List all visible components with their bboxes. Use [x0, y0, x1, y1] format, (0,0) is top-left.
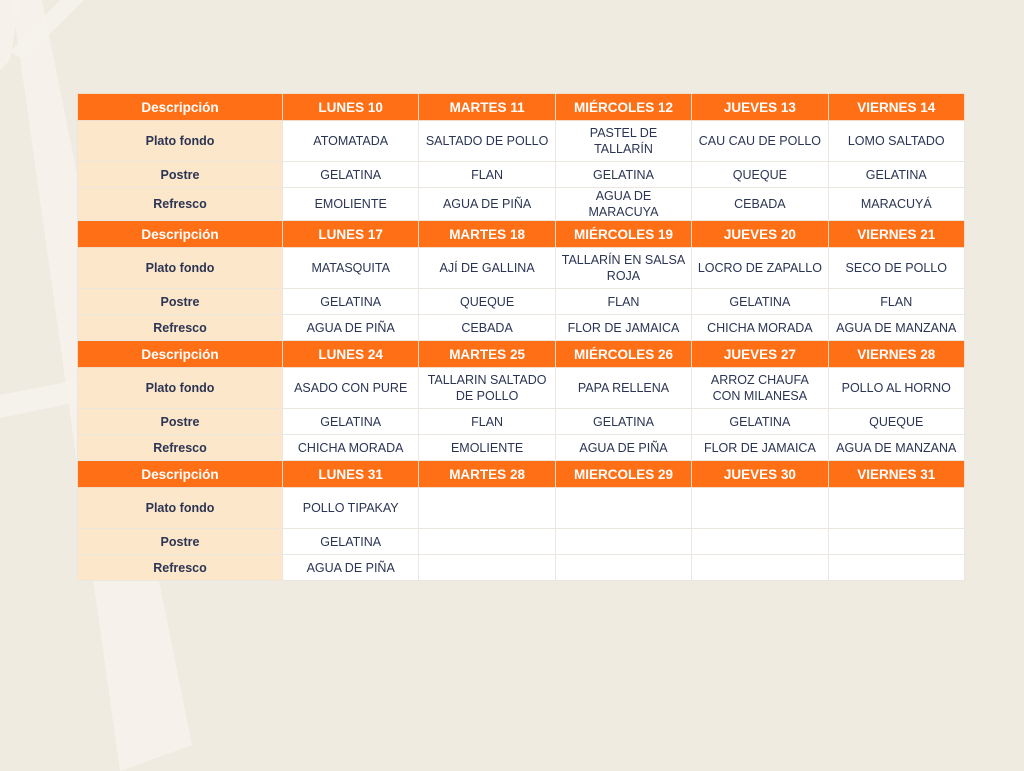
- refresco-row: [78, 188, 965, 221]
- postre-cell: QUEQUE: [692, 162, 828, 188]
- week-header-row: [78, 221, 965, 248]
- plato-cell: LOMO SALTADO: [828, 121, 964, 162]
- postre-cell: QUEQUE: [828, 409, 964, 435]
- postre-cell: GELATINA: [828, 162, 964, 188]
- refresco-cell: EMOLIENTE: [283, 188, 419, 221]
- refresco-cell: AGUA DE MARACUYA: [555, 188, 691, 221]
- refresco-cell: AGUA DE PIÑA: [555, 435, 691, 461]
- refresco-cell: CHICHA MORADA: [692, 315, 828, 341]
- postre-cell: GELATINA: [555, 162, 691, 188]
- plato-cell: [419, 488, 555, 529]
- refresco-cell: FLOR DE JAMAICA: [555, 315, 691, 341]
- postre-row: [78, 409, 965, 435]
- day-header: MIÉRCOLES 26: [555, 341, 691, 368]
- refresco-row: [78, 555, 965, 581]
- postre-cell: QUEQUE: [419, 289, 555, 315]
- plato-cell: MATASQUITA: [283, 248, 419, 289]
- postre-cell: [419, 529, 555, 555]
- day-header: MIÉRCOLES 12: [555, 94, 691, 121]
- postre-cell: GELATINA: [555, 409, 691, 435]
- plato-cell: POLLO AL HORNO: [828, 368, 964, 409]
- postre-cell: GELATINA: [283, 162, 419, 188]
- refresco-label: Refresco: [78, 435, 283, 461]
- week-header-row: [78, 461, 965, 488]
- postre-label: Postre: [78, 162, 283, 188]
- plato-cell: TALLARÍN EN SALSA ROJA: [555, 248, 691, 289]
- plato-cell: [555, 488, 691, 529]
- plato-cell: AJÍ DE GALLINA: [419, 248, 555, 289]
- plato-cell: [828, 488, 964, 529]
- refresco-cell: [555, 555, 691, 581]
- refresco-cell: AGUA DE PIÑA: [283, 315, 419, 341]
- day-header: MARTES 11: [419, 94, 555, 121]
- refresco-cell: AGUA DE MANZANA: [828, 435, 964, 461]
- day-header: JUEVES 20: [692, 221, 828, 248]
- refresco-cell: [828, 555, 964, 581]
- menu-container: [77, 93, 964, 581]
- postre-label: Postre: [78, 409, 283, 435]
- postre-label: Postre: [78, 289, 283, 315]
- week-header-row: [78, 94, 965, 121]
- postre-cell: GELATINA: [283, 289, 419, 315]
- refresco-cell: MARACUYÁ: [828, 188, 964, 221]
- plato-cell: SECO DE POLLO: [828, 248, 964, 289]
- refresco-cell: [692, 555, 828, 581]
- refresco-cell: FLOR DE JAMAICA: [692, 435, 828, 461]
- postre-row: [78, 162, 965, 188]
- plato-fondo-row: [78, 488, 965, 529]
- plato-cell: CAU CAU DE POLLO: [692, 121, 828, 162]
- postre-row: [78, 529, 965, 555]
- plato-fondo-label: Plato fondo: [78, 121, 283, 162]
- plato-cell: LOCRO DE ZAPALLO: [692, 248, 828, 289]
- plato-cell: ATOMATADA: [283, 121, 419, 162]
- day-header: MIERCOLES 29: [555, 461, 691, 488]
- day-header: LUNES 17: [283, 221, 419, 248]
- postre-cell: GELATINA: [692, 289, 828, 315]
- refresco-cell: CEBADA: [692, 188, 828, 221]
- day-header: MIÉRCOLES 19: [555, 221, 691, 248]
- day-header: MARTES 28: [419, 461, 555, 488]
- descripcion-header: Descripción: [78, 94, 283, 121]
- plato-cell: ARROZ CHAUFA CON MILANESA: [692, 368, 828, 409]
- postre-cell: [555, 529, 691, 555]
- descripcion-header: Descripción: [78, 461, 283, 488]
- refresco-cell: AGUA DE MANZANA: [828, 315, 964, 341]
- postre-cell: GELATINA: [692, 409, 828, 435]
- refresco-row: [78, 435, 965, 461]
- plato-fondo-label: Plato fondo: [78, 488, 283, 529]
- postre-cell: FLAN: [419, 409, 555, 435]
- postre-label: Postre: [78, 529, 283, 555]
- postre-row: [78, 289, 965, 315]
- plato-fondo-row: [78, 368, 965, 409]
- day-header: LUNES 24: [283, 341, 419, 368]
- postre-cell: FLAN: [555, 289, 691, 315]
- refresco-row: [78, 315, 965, 341]
- refresco-cell: AGUA DE PIÑA: [419, 188, 555, 221]
- refresco-cell: [419, 555, 555, 581]
- postre-cell: [828, 529, 964, 555]
- week-header-row: [78, 341, 965, 368]
- weekly-menu-table: [77, 93, 965, 581]
- day-header: VIERNES 31: [828, 461, 964, 488]
- refresco-cell: EMOLIENTE: [419, 435, 555, 461]
- refresco-label: Refresco: [78, 188, 283, 221]
- refresco-cell: CHICHA MORADA: [283, 435, 419, 461]
- postre-cell: GELATINA: [283, 409, 419, 435]
- plato-fondo-label: Plato fondo: [78, 368, 283, 409]
- day-header: JUEVES 13: [692, 94, 828, 121]
- plato-fondo-label: Plato fondo: [78, 248, 283, 289]
- descripcion-header: Descripción: [78, 221, 283, 248]
- day-header: MARTES 25: [419, 341, 555, 368]
- postre-cell: FLAN: [828, 289, 964, 315]
- day-header: VIERNES 28: [828, 341, 964, 368]
- plato-cell: ASADO CON PURE: [283, 368, 419, 409]
- plato-cell: PAPA RELLENA: [555, 368, 691, 409]
- refresco-cell: AGUA DE PIÑA: [283, 555, 419, 581]
- day-header: VIERNES 21: [828, 221, 964, 248]
- plato-fondo-row: [78, 121, 965, 162]
- refresco-label: Refresco: [78, 555, 283, 581]
- day-header: JUEVES 30: [692, 461, 828, 488]
- plato-cell: SALTADO DE POLLO: [419, 121, 555, 162]
- day-header: MARTES 18: [419, 221, 555, 248]
- day-header: LUNES 10: [283, 94, 419, 121]
- descripcion-header: Descripción: [78, 341, 283, 368]
- plato-cell: TALLARIN SALTADO DE POLLO: [419, 368, 555, 409]
- plato-cell: PASTEL DE TALLARÍN: [555, 121, 691, 162]
- day-header: VIERNES 14: [828, 94, 964, 121]
- plato-fondo-row: [78, 248, 965, 289]
- refresco-label: Refresco: [78, 315, 283, 341]
- postre-cell: FLAN: [419, 162, 555, 188]
- plato-cell: POLLO TIPAKAY: [283, 488, 419, 529]
- plato-cell: [692, 488, 828, 529]
- refresco-cell: CEBADA: [419, 315, 555, 341]
- postre-cell: GELATINA: [283, 529, 419, 555]
- day-header: LUNES 31: [283, 461, 419, 488]
- day-header: JUEVES 27: [692, 341, 828, 368]
- postre-cell: [692, 529, 828, 555]
